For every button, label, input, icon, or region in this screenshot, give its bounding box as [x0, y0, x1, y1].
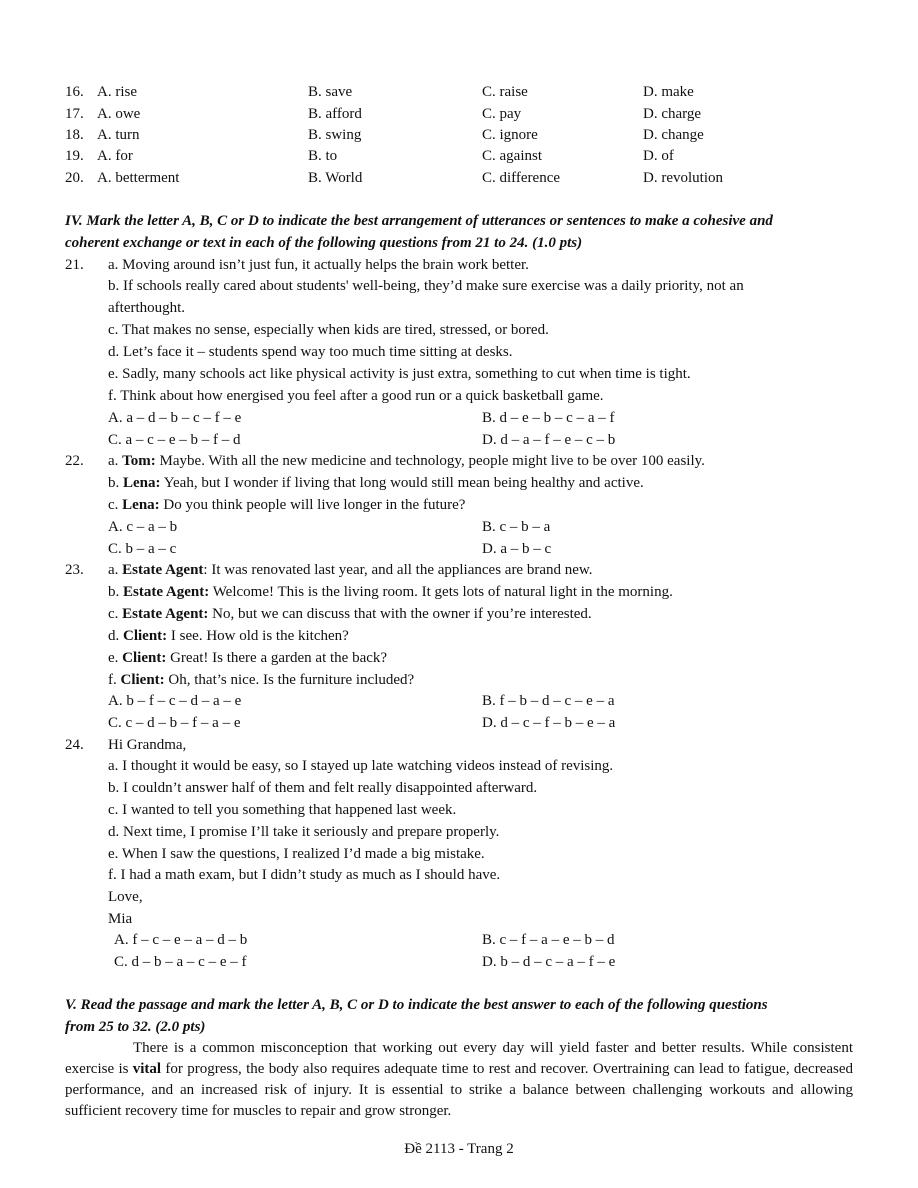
section-4-heading-line-1: IV. Mark the letter A, B, C or D to indicate the best arrangement of utterances or sentences to make a cohesive and [65, 213, 773, 229]
option-b: B. save [308, 84, 353, 100]
answer-option-a: A. a – d – b – c – f – e [108, 410, 242, 426]
speaker-name: Lena: [123, 475, 161, 491]
sentence-f: f. I had a math exam, but I didn’t study as much as I should have. [108, 867, 501, 883]
passage-keyword: vital [132, 1061, 162, 1077]
passage-text-continued: for progress, the body also requires adequate time to rest and recover. Overtraining can lead to fatigue, decreased performance, and an increased risk of injury. It is essential to strike a balance between challenging workouts and allowing sufficient recovery time for muscles to repair and grow stronger. [65, 1061, 854, 1119]
question-number: 22. [65, 453, 84, 469]
sentence-e: e. When I saw the questions, I realized I’d made a big mistake. [108, 846, 485, 862]
utterance-c [108, 605, 592, 623]
utterance-text: No, but we can discuss that with the owner if you’re interested. [208, 606, 592, 622]
option-b: B. World [308, 170, 363, 186]
option-c: C. pay [482, 106, 522, 122]
utterance-text: I see. How old is the kitchen? [167, 628, 349, 644]
answer-option-a: A. f – c – e – a – d – b [114, 932, 248, 948]
answer-option-b: B. d – e – b – c – a – f [482, 410, 615, 426]
question-number: 18. [65, 127, 84, 143]
option-c: C. ignore [482, 127, 538, 143]
utterance-label: c. [108, 497, 123, 513]
sentence-c: c. That makes no sense, especially when kids are tired, stressed, or bored. [108, 322, 549, 338]
answer-option-d: D. d – c – f – b – e – a [482, 715, 616, 731]
letter-greeting: Hi Grandma, [108, 737, 187, 753]
option-a: A. betterment [97, 170, 180, 186]
option-a: A. rise [97, 84, 137, 100]
sentence-a: a. Moving around isn’t just fun, it actually helps the brain work better. [108, 257, 529, 273]
utterance-label: a. [108, 562, 123, 578]
option-c: C. against [482, 148, 542, 164]
utterance-text: Maybe. With all the new medicine and technology, people might live to be over 100 easily. [155, 453, 705, 469]
answer-option-d: D. d – a – f – e – c – b [482, 432, 616, 448]
question-number: 19. [65, 148, 84, 164]
utterance-label: b. [108, 584, 123, 600]
answer-option-c: C. c – d – b – f – a – e [108, 715, 241, 731]
sentence-f: f. Think about how energised you feel after a good run or a quick basketball game. [108, 388, 604, 404]
speaker-name: Lena: [122, 497, 160, 513]
page-footer: Đề 2113 - Trang 2 [404, 1141, 514, 1157]
answer-option-c: C. a – c – e – b – f – d [108, 432, 241, 448]
sentence-b-continued: afterthought. [108, 300, 186, 316]
utterance-text: Do you think people will live longer in the future? [159, 497, 466, 513]
question-number: 16. [65, 84, 84, 100]
section-4-heading-line-2: coherent exchange or text in each of the following questions from 21 to 24. (1.0 pts) [65, 235, 583, 251]
question-number: 24. [65, 737, 84, 753]
letter-signature: Mia [108, 911, 133, 927]
utterance-text: Welcome! This is the living room. It gets lots of natural light in the morning. [209, 584, 673, 600]
utterance-label: b. [108, 475, 123, 491]
sentence-d: d. Let’s face it – students spend way too much time sitting at desks. [108, 344, 513, 360]
answer-option-d: D. a – b – c [482, 541, 552, 557]
sentence-a: a. I thought it would be easy, so I stayed up late watching videos instead of revising. [108, 758, 614, 774]
speaker-name: Estate Agent: [123, 584, 210, 600]
sentence-b: b. I couldn’t answer half of them and felt really disappointed afterward. [108, 780, 538, 796]
speaker-name: Client: [122, 650, 167, 666]
utterance-d [108, 627, 349, 645]
utterance-text: : It was renovated last year, and all the appliances are brand new. [203, 562, 593, 578]
answer-option-a: A. b – f – c – d – a – e [108, 693, 242, 709]
answer-option-b: B. f – b – d – c – e – a [482, 693, 615, 709]
option-c: C. difference [482, 170, 561, 186]
utterance-text: Yeah, but I wonder if living that long would still mean being healthy and active. [160, 475, 644, 491]
utterance-label: d. [108, 628, 123, 644]
option-d: D. make [643, 84, 694, 100]
answer-option-b: B. c – f – a – e – b – d [482, 932, 615, 948]
question-number: 20. [65, 170, 84, 186]
option-d: D. charge [643, 106, 702, 122]
utterance-a [108, 561, 593, 579]
option-b: B. afford [308, 106, 362, 122]
letter-closing: Love, [108, 889, 143, 905]
utterance-text: Great! Is there a garden at the back? [166, 650, 388, 666]
utterance-b [108, 474, 644, 492]
utterance-label: f. [108, 672, 121, 688]
answer-option-a: A. c – a – b [108, 519, 178, 535]
speaker-name: Tom: [122, 453, 156, 469]
option-a: A. owe [97, 106, 141, 122]
reading-passage [65, 1038, 853, 1122]
sentence-d: d. Next time, I promise I’ll take it seriously and prepare properly. [108, 824, 500, 840]
utterance-e [108, 649, 387, 667]
option-b: B. to [308, 148, 338, 164]
utterance-label: e. [108, 650, 123, 666]
sentence-b: b. If schools really cared about students' well-being, they’d make sure exercise was a daily priority, not an [108, 278, 744, 294]
utterance-text: Oh, that’s nice. Is the furniture included? [164, 672, 415, 688]
answer-option-c: C. b – a – c [108, 541, 177, 557]
option-a: A. for [97, 148, 133, 164]
utterance-label: c. [108, 606, 123, 622]
speaker-name: Client: [123, 628, 168, 644]
speaker-name: Estate Agent [122, 562, 204, 578]
sentence-e: e. Sadly, many schools act like physical activity is just extra, something to cut when time is tight. [108, 366, 691, 382]
utterance-a [108, 452, 705, 470]
section-5-heading-line-1: V. Read the passage and mark the letter A, B, C or D to indicate the best answer to each of the following questions [65, 997, 768, 1013]
option-d: D. revolution [643, 170, 723, 186]
passage-text: There is a common misconception that working out every day will yield faster and better results. While consistent exercise is [65, 1040, 853, 1077]
option-b: B. swing [308, 127, 362, 143]
sentence-c: c. I wanted to tell you something that happened last week. [108, 802, 457, 818]
utterance-f [108, 671, 414, 689]
speaker-name: Estate Agent: [122, 606, 209, 622]
question-number: 23. [65, 562, 84, 578]
answer-option-b: B. c – b – a [482, 519, 551, 535]
utterance-b [108, 583, 673, 601]
question-number: 17. [65, 106, 84, 122]
option-d: D. of [643, 148, 674, 164]
utterance-label: a. [108, 453, 123, 469]
option-d: D. change [643, 127, 704, 143]
option-a: A. turn [97, 127, 140, 143]
speaker-name: Client: [120, 672, 165, 688]
question-number: 21. [65, 257, 84, 273]
utterance-c [108, 496, 465, 514]
option-c: C. raise [482, 84, 528, 100]
answer-option-c: C. d – b – a – c – e – f [114, 954, 247, 970]
section-5-heading-line-2: from 25 to 32. (2.0 pts) [65, 1019, 206, 1035]
answer-option-d: D. b – d – c – a – f – e [482, 954, 616, 970]
